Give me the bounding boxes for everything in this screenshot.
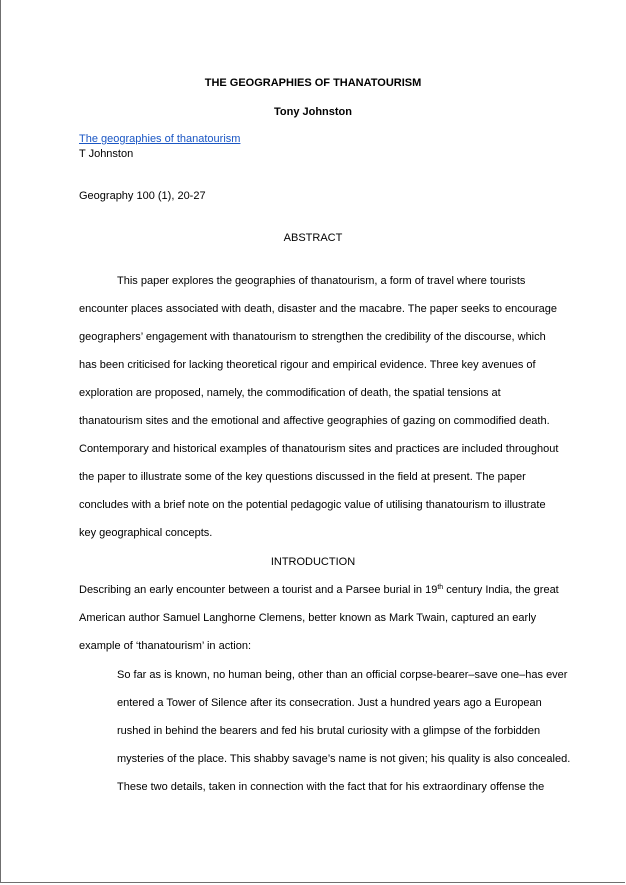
abstract-line: has been criticised for lacking theoretical rigour and empirical evidence. Three key avenues of — [79, 359, 536, 371]
quote-line: These two details, taken in connection with the fact that for his extraordinary offense the — [117, 781, 545, 793]
ordinal-suffix: th — [437, 584, 444, 591]
abstract-line: This paper explores the geographies of thanatourism, a form of travel where tourists — [117, 275, 526, 287]
quote-line: So far as is known, no human being, other than an official corpse-bearer–save one–has ever — [117, 669, 568, 681]
abstract-line: concludes with a brief note on the potential pedagogic value of utilising thanatourism to illustrate — [79, 499, 546, 511]
byline: T Johnston — [79, 148, 134, 160]
abstract-line: key geographical concepts. — [79, 527, 213, 539]
citation: Geography 100 (1), 20-27 — [79, 190, 206, 202]
abstract-line: encounter places associated with death, disaster and the macabre. The paper seeks to encourage — [79, 303, 557, 315]
intro-line: American author Samuel Langhorne Clemens, better known as Mark Twain, captured an early — [79, 612, 537, 624]
intro-line-text: century India, the great — [443, 584, 559, 596]
quote-line: rushed in behind the bearers and fed his brutal curiosity with a glimpse of the forbidden — [117, 725, 541, 737]
abstract-line: Contemporary and historical examples of thanatourism sites and practices are included throughout — [79, 443, 559, 455]
abstract-line: thanatourism sites and the emotional and affective geographies of gazing on commodified death. — [79, 415, 550, 427]
abstract-line: geographers’ engagement with thanatourism to strengthen the credibility of the discourse, which — [79, 331, 546, 343]
intro-line: example of ‘thanatourism’ in action: — [79, 640, 252, 652]
paper-link[interactable]: The geographies of thanatourism — [79, 133, 241, 145]
abstract-line: exploration are proposed, namely, the commodification of death, the spatial tensions at — [79, 387, 501, 399]
intro-line-text: Describing an early encounter between a tourist and a Parsee burial in 19 — [79, 584, 438, 596]
intro-line — [79, 584, 559, 596]
author-name: Tony Johnston — [273, 106, 352, 118]
abstract-line: the paper to illustrate some of the key questions discussed in the field at present. The paper — [79, 471, 526, 483]
introduction-heading: INTRODUCTION — [270, 556, 356, 568]
quote-line: entered a Tower of Silence after its consecration. Just a hundred years ago a European — [117, 697, 542, 709]
quote-line: mysteries of the place. This shabby savage’s name is not given; his quality is also concealed. — [117, 753, 571, 765]
document-title: THE GEOGRAPHIES OF THANATOURISM — [204, 77, 422, 89]
abstract-heading: ABSTRACT — [283, 232, 343, 244]
